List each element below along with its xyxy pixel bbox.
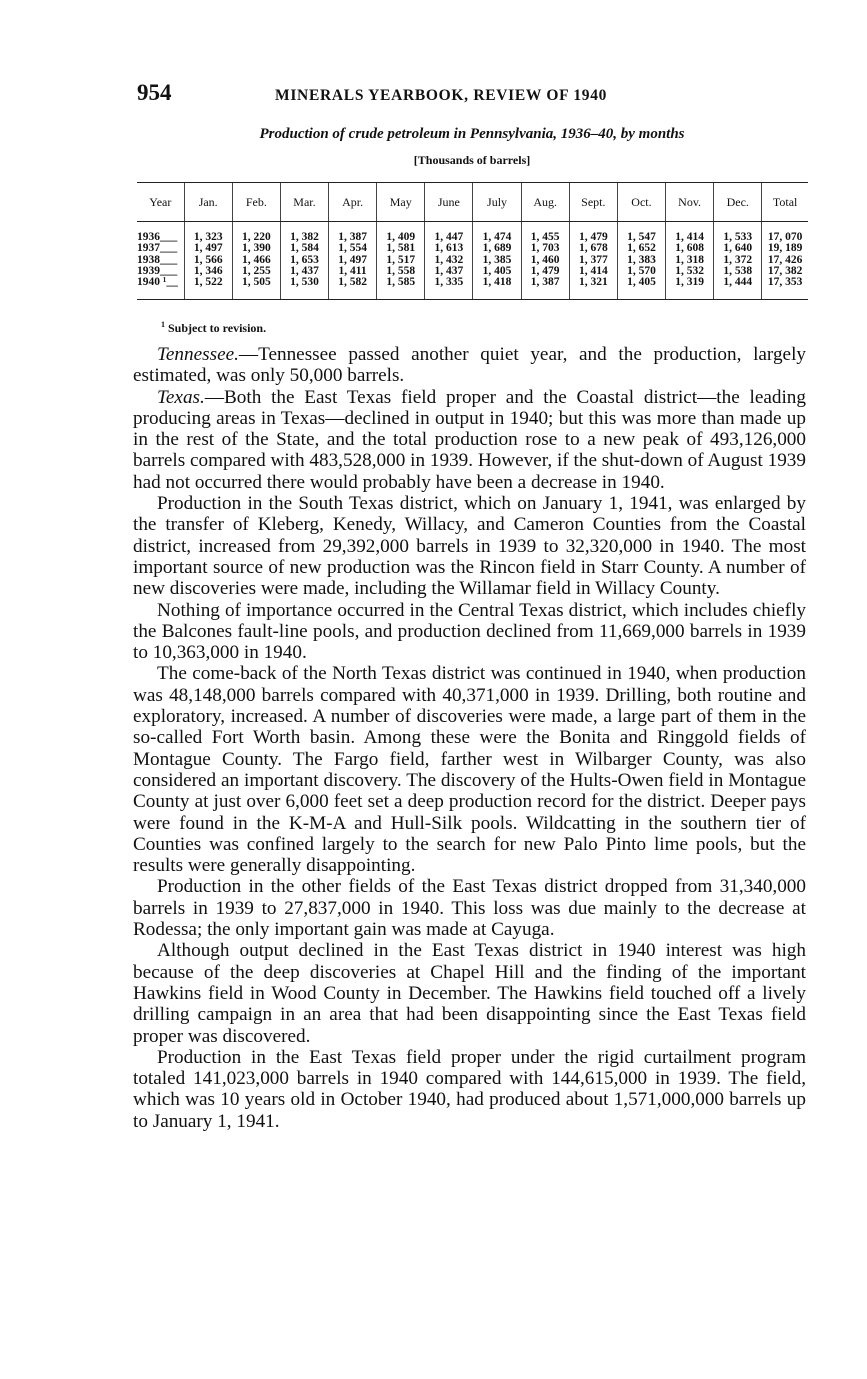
table-cell: 1, 533 [714,222,762,244]
table-cell: 1, 319 [666,277,714,300]
paragraph-text: Nothing of importance occurred in the Central Texas district, which includes chiefly the Balcones fault-line pools, and production declined from 11,669,000 barrels in 1939 to 10,363,000 in 1940. [133,599,806,664]
column-header: June [425,183,473,222]
paragraph-text: —Tennessee passed another quiet year, and the production, largely estimated, was only 50,000 barrels. [133,344,806,387]
row-year: 1938___ [137,253,178,266]
paragraph-text: The come-back of the North Texas district was continued in 1940, when production was 48,148,000 barrels compared with 40,371,000 in 1939. Drilling, both routine and exploratory, increased. A number of discoveries were made, a large part of them in the so-called Fort Worth basin. Among these were the Bonita and Ringgold fields of Montague County. The Fargo field, farther west in Wilbarger County, was also considered an important discovery. The discovery of the Hults-Owen field in Montague County at just over 6,000 feet set a deep production record for the district. Deeper pays were found in the K-M-A and Hull-Silk pools. Wildcatting in the southern tier of Counties was confined largely to the search for new Palo Pinto lime pools, but the results were generally disappointing. [133,663,806,877]
table-cell: 1, 321 [569,277,617,300]
table-cell: 1, 390 [232,243,280,254]
paragraph-lead: Texas. [157,386,205,408]
column-header: Mar. [280,183,328,222]
table-header-row [137,183,808,222]
paragraph [133,876,806,940]
table-row [137,255,808,266]
table-cell: 1, 387 [329,222,377,244]
table-cell: 17, 426 [762,255,808,266]
table-cell: 1, 418 [473,277,521,300]
table-cell: 1, 640 [714,243,762,254]
table-row [137,243,808,254]
table-cell: 1, 466 [232,255,280,266]
paragraph [133,600,806,664]
paragraph [133,663,806,876]
table-cell: 1, 554 [329,243,377,254]
paragraph-text: —Both the East Texas field proper and the Coastal district—the leading producing areas in Texas—declined in output in 1940; but this was more than made up in the rest of the State, and the total production rose to a new peak of 493,126,000 barrels compared with 483,528,000 in 1939. However, if the shut-down of August 1939 had not occurred there would probably have been a decrease in 1940. [133,386,806,493]
table-cell: 1, 414 [666,222,714,244]
column-header: Sept. [569,183,617,222]
table-cell: 1, 532 [666,266,714,277]
table-cell: 1, 387 [521,277,569,300]
table-cell: 1, 613 [425,243,473,254]
table-cell: 1, 455 [521,222,569,244]
table-cell: 1, 255 [232,266,280,277]
table-cell: 1, 372 [714,255,762,266]
table-cell: 1, 678 [569,243,617,254]
table-cell: 1, 220 [232,222,280,244]
table-row [137,277,808,300]
table-cell: 1, 505 [232,277,280,300]
table-cell: 1, 608 [666,243,714,254]
running-head-title: MINERALS YEARBOOK, REVIEW OF 1940 [275,87,608,104]
table-cell: 1, 530 [280,277,328,300]
page-number: 954 [137,80,172,105]
paragraph [133,493,806,599]
table-cell: 1, 582 [329,277,377,300]
table-cell: 1, 479 [521,266,569,277]
table-title: Production of crude petroleum in Pennsylvania, 1936–40, by months [259,126,685,142]
table-cell: 1, 414 [569,266,617,277]
table-cell: 1, 547 [617,222,665,244]
column-header: Dec. [714,183,762,222]
table-row [137,266,808,277]
table-cell: 1, 377 [569,255,617,266]
table-cell: 1, 382 [280,222,328,244]
table-cell: 1, 437 [425,266,473,277]
table-cell: 1, 447 [425,222,473,244]
table-unit: [Thousands of barrels] [413,153,531,167]
column-header: Feb. [232,183,280,222]
footnote-text: Subject to revision. [168,321,267,335]
column-header: Aug. [521,183,569,222]
table-cell: 19, 189 [762,243,808,254]
table-cell: 1, 335 [425,277,473,300]
table-cell: 17, 353 [762,277,808,300]
table-cell: 1, 497 [329,255,377,266]
row-year: 1939___ [137,264,178,277]
table-cell: 1, 460 [521,255,569,266]
table-cell: 1, 411 [329,266,377,277]
row-year: 1936___ [137,231,178,243]
column-header: Nov. [666,183,714,222]
table-cell: 1, 585 [377,277,425,300]
running-head [137,80,807,110]
table-cell: 1, 405 [473,266,521,277]
column-header: July [473,183,521,222]
paragraph-text: Although output declined in the East Texas district in 1940 interest was high because of the deep discoveries at Chapel Hill and the finding of the important Hawkins field in Wood County in December. The Hawkins field touched off a lively drilling campaign in an area that had been disappointing since the East Texas field proper was discovered. [133,940,806,1047]
production-table [137,182,808,300]
table-cell: 1, 538 [714,266,762,277]
table-cell: 1, 703 [521,243,569,254]
table-cell: 1, 323 [184,222,232,244]
paragraph [133,940,806,1046]
column-header: Jan. [184,183,232,222]
table-cell: 1, 653 [280,255,328,266]
paragraph-text: Production in the South Texas district, which on January 1, 1941, was enlarged by the transfer of Kleberg, Kenedy, Willacy, and Cameron Counties from the Coastal district, increased from 29,392,000 barrels in 1939 to 32,320,000 in 1940. The most important source of new production was the Rincon field in Starr County. A number of new discoveries were made, including the Willamar field in Willacy County. [133,493,806,600]
table-cell: 17, 070 [762,222,808,244]
table-cell: 17, 382 [762,266,808,277]
table-cell: 1, 479 [569,222,617,244]
column-header: May [377,183,425,222]
paragraph [133,344,806,387]
body-text [133,344,806,1132]
table-cell: 1, 689 [473,243,521,254]
table-body [137,222,808,300]
table-cell: 1, 570 [617,266,665,277]
paragraph-text: Production in the East Texas field proper under the rigid curtailment program totaled 141,023,000 barrels in 1940 compared with 144,615,000 in 1939. The field, which was 10 years old in October 1940, had produced about 1,571,000,000 barrels up to January 1, 1941. [133,1046,806,1132]
row-year: 1940 ¹__ [137,277,184,300]
table-cell: 1, 581 [377,243,425,254]
table-cell: 1, 558 [377,266,425,277]
row-year: 1937___ [137,242,178,255]
table-cell: 1, 409 [377,222,425,244]
column-header: Year [137,183,184,222]
table-cell: 1, 566 [184,255,232,266]
table-row [137,222,808,244]
paragraph-text: Production in the other fields of the East Texas district dropped from 31,340,000 barrels in 1939 to 27,837,000 in 1940. This loss was due mainly to the decrease at Rodessa; the only important gain was made at Cayuga. [133,876,806,941]
table-cell: 1, 346 [184,266,232,277]
table-cell: 1, 517 [377,255,425,266]
table-cell: 1, 522 [184,277,232,300]
table-cell: 1, 405 [617,277,665,300]
table-cell: 1, 497 [184,243,232,254]
paragraph [133,1047,806,1132]
table-cell: 1, 474 [473,222,521,244]
column-header: Oct. [617,183,665,222]
paragraph [133,387,806,493]
footnote-mark: 1 [161,320,165,329]
column-header: Apr. [329,183,377,222]
table-cell: 1, 584 [280,243,328,254]
table-cell: 1, 652 [617,243,665,254]
table-cell: 1, 437 [280,266,328,277]
table-cell: 1, 444 [714,277,762,300]
column-header: Total [762,183,808,222]
table-cell: 1, 383 [617,255,665,266]
table-cell: 1, 385 [473,255,521,266]
table-cell: 1, 318 [666,255,714,266]
paragraph-lead: Tennessee. [157,344,239,365]
table-cell: 1, 432 [425,255,473,266]
table-footnote [161,320,266,336]
